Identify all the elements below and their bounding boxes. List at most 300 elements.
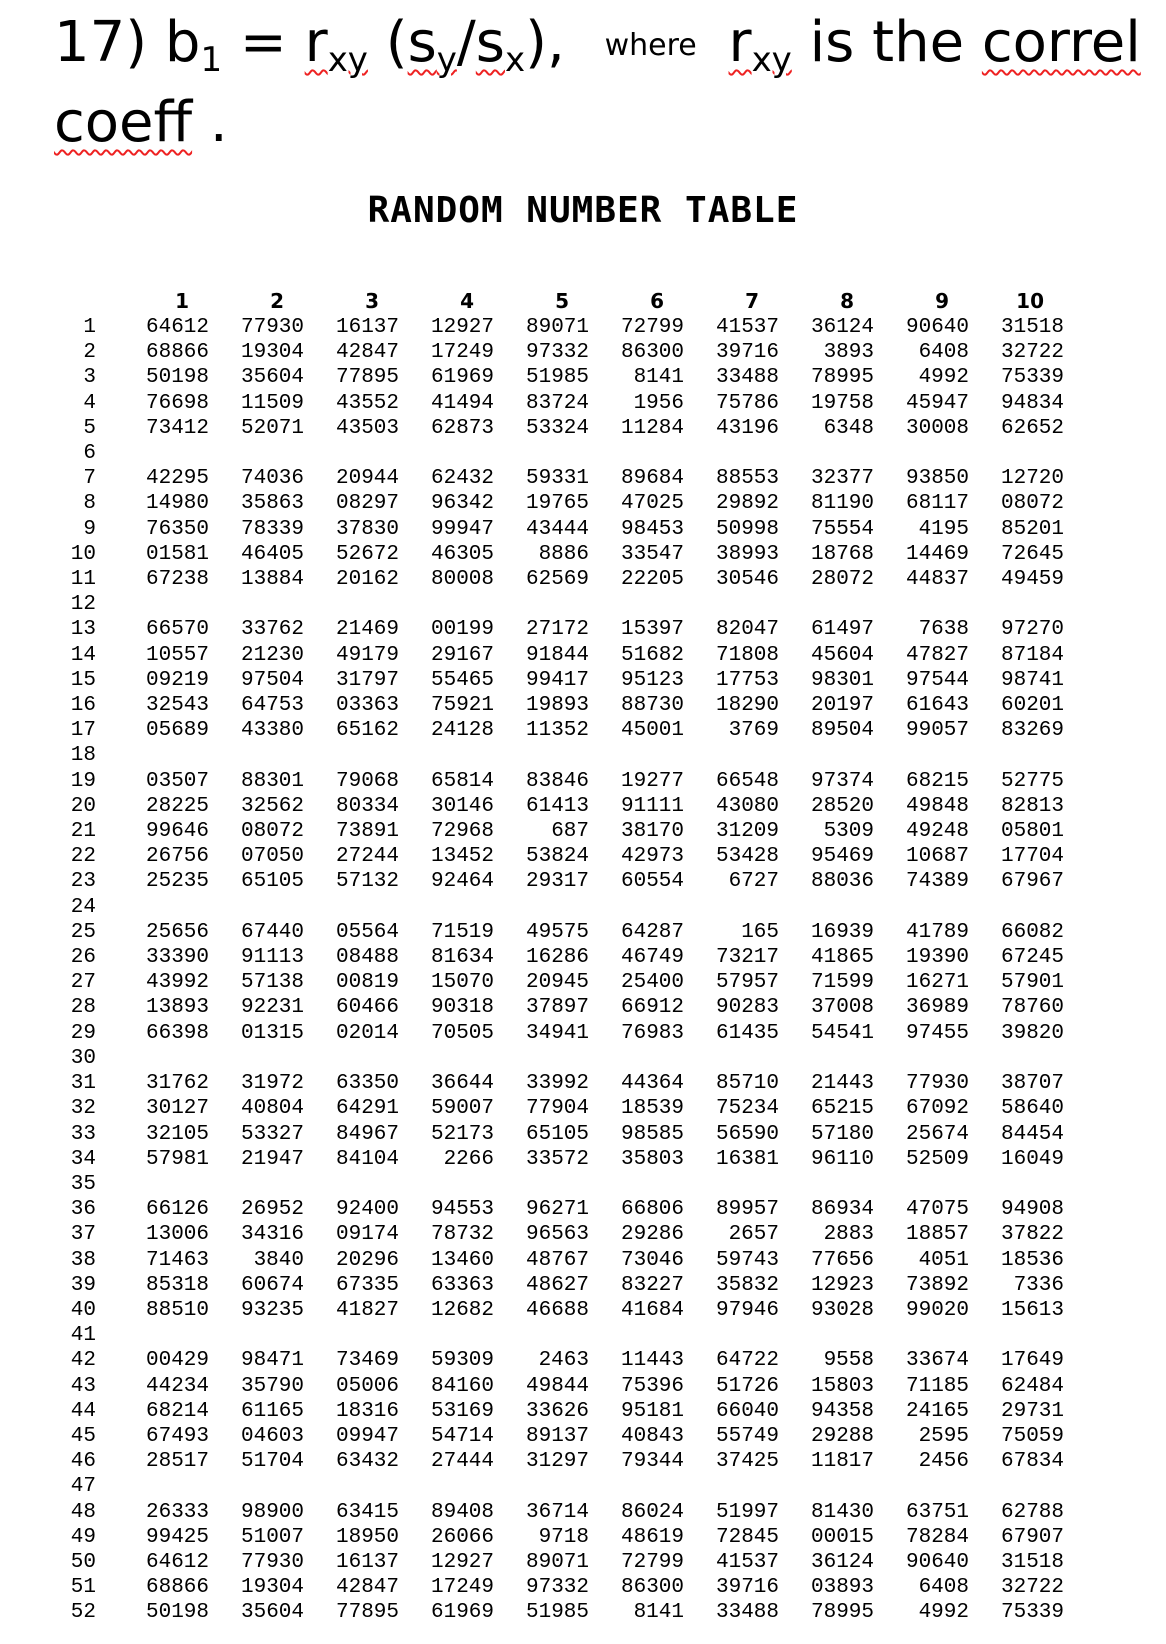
table-cell: 2883 — [823, 1223, 874, 1247]
row-number: 16 — [70, 694, 96, 718]
table-row — [60, 617, 1064, 642]
table-cell: 31297 — [525, 1450, 589, 1474]
table-cell: 39820 — [1000, 1021, 1064, 1045]
table-cell — [969, 895, 1064, 920]
column-header: 4 — [460, 289, 474, 314]
table-cell: 37897 — [525, 996, 589, 1020]
table-cell: 75554 — [810, 517, 874, 541]
table-cell — [209, 592, 304, 617]
table-cell: 09174 — [335, 1223, 399, 1247]
row-number: 29 — [70, 1021, 96, 1045]
table-cell: 33674 — [905, 1349, 969, 1373]
table-cell: 61413 — [525, 794, 589, 818]
table-cell: 4992 — [918, 366, 969, 390]
table-cell: 15613 — [1000, 1298, 1064, 1322]
table-cell: 41827 — [335, 1298, 399, 1322]
table-cell — [304, 1474, 399, 1499]
b1-symbol: $b_1$ — [164, 10, 223, 80]
table-cell: 45947 — [905, 391, 969, 415]
column-header: 3 — [365, 289, 379, 314]
table-cell: 11817 — [810, 1450, 874, 1474]
rxy-symbol-2: $r_{xy}$ — [728, 10, 792, 80]
table-cell: 165 — [741, 920, 779, 944]
table-cell — [684, 441, 779, 466]
table-cell: 53824 — [525, 845, 589, 869]
row-number: 19 — [70, 769, 96, 793]
table-cell: 2456 — [918, 1450, 969, 1474]
row-number: 44 — [70, 1399, 96, 1423]
table-cell: 84967 — [335, 1122, 399, 1146]
table-cell: 96563 — [525, 1223, 589, 1247]
table-cell: 95469 — [810, 845, 874, 869]
table-cell: 8886 — [538, 542, 589, 566]
table-cell: 44234 — [145, 1374, 209, 1398]
table-cell: 52775 — [1000, 769, 1064, 793]
table-title: RANDOM NUMBER TABLE — [367, 190, 799, 231]
table-cell: 67907 — [1000, 1525, 1064, 1549]
table-cell: 84160 — [430, 1374, 494, 1398]
table-cell: 72645 — [1000, 542, 1064, 566]
table-cell — [874, 1323, 969, 1348]
table-row — [60, 743, 1064, 768]
table-cell: 5309 — [823, 820, 874, 844]
table-cell: 13460 — [430, 1248, 494, 1272]
table-cell: 79068 — [335, 769, 399, 793]
table-cell: 97504 — [240, 668, 304, 692]
table-cell: 35863 — [240, 492, 304, 516]
table-cell — [969, 441, 1064, 466]
table-cell: 73892 — [905, 1273, 969, 1297]
table-body — [60, 315, 1064, 1626]
table-cell: 78339 — [240, 517, 304, 541]
equals-sign: = — [239, 10, 287, 75]
table-cell: 75396 — [620, 1374, 684, 1398]
table-cell: 21443 — [810, 1072, 874, 1096]
table-cell: 91111 — [620, 794, 684, 818]
table-cell: 16381 — [715, 1147, 779, 1171]
table-cell: 91844 — [525, 643, 589, 667]
row-number: 15 — [70, 668, 96, 692]
table-row — [60, 1575, 1064, 1600]
table-cell: 89957 — [715, 1198, 779, 1222]
table-cell: 43503 — [335, 416, 399, 440]
table-cell: 33547 — [620, 542, 684, 566]
table-cell: 74389 — [905, 870, 969, 894]
table-cell: 43196 — [715, 416, 779, 440]
table-row — [60, 1449, 1064, 1474]
table-cell: 6408 — [918, 341, 969, 365]
row-number: 50 — [70, 1550, 96, 1574]
table-cell — [114, 1046, 209, 1071]
table-cell: 46749 — [620, 946, 684, 970]
table-cell: 71519 — [430, 920, 494, 944]
table-cell: 50198 — [145, 1601, 209, 1625]
table-cell: 36124 — [810, 1550, 874, 1574]
table-row — [60, 1046, 1064, 1071]
row-number: 12 — [70, 593, 96, 617]
table-cell — [304, 895, 399, 920]
table-cell: 97374 — [810, 769, 874, 793]
table-cell — [399, 895, 494, 920]
table-row — [60, 718, 1064, 743]
table-cell: 47075 — [905, 1198, 969, 1222]
table-cell — [304, 743, 399, 768]
table-row — [60, 542, 1064, 567]
row-number: 47 — [70, 1475, 96, 1499]
table-cell: 51997 — [715, 1500, 779, 1524]
table-cell: 78732 — [430, 1223, 494, 1247]
table-cell: 52672 — [335, 542, 399, 566]
table-cell: 64722 — [715, 1349, 779, 1373]
table-cell — [494, 1323, 589, 1348]
random-number-table — [60, 289, 1064, 1626]
table-cell: 64287 — [620, 920, 684, 944]
table-cell: 67092 — [905, 1097, 969, 1121]
table-cell: 50198 — [145, 366, 209, 390]
row-number: 36 — [70, 1198, 96, 1222]
table-cell: 36989 — [905, 996, 969, 1020]
table-cell: 49248 — [905, 820, 969, 844]
row-number: 51 — [70, 1576, 96, 1600]
table-cell: 98900 — [240, 1500, 304, 1524]
correl-word: correl — [981, 10, 1141, 75]
table-cell — [209, 895, 304, 920]
table-cell: 31972 — [240, 1072, 304, 1096]
table-cell: 94553 — [430, 1198, 494, 1222]
table-cell: 99057 — [905, 719, 969, 743]
table-cell: 33572 — [525, 1147, 589, 1171]
table-cell: 97455 — [905, 1021, 969, 1045]
table-cell: 2595 — [918, 1424, 969, 1448]
table-cell: 38707 — [1000, 1072, 1064, 1096]
table-cell: 01315 — [240, 1021, 304, 1045]
row-number: 27 — [70, 971, 96, 995]
table-cell: 08488 — [335, 946, 399, 970]
table-cell — [589, 1474, 684, 1499]
table-cell: 35832 — [715, 1273, 779, 1297]
table-cell: 05006 — [335, 1374, 399, 1398]
row-number: 21 — [70, 820, 96, 844]
table-cell: 66040 — [715, 1399, 779, 1423]
table-cell: 27244 — [335, 845, 399, 869]
table-cell: 12927 — [430, 1550, 494, 1574]
row-number: 45 — [70, 1424, 96, 1448]
table-cell — [684, 1172, 779, 1197]
table-cell: 46305 — [430, 542, 494, 566]
table-cell — [399, 1474, 494, 1499]
row-number: 31 — [70, 1072, 96, 1096]
table-cell: 67493 — [145, 1424, 209, 1448]
table-cell: 52509 — [905, 1147, 969, 1171]
table-cell — [114, 592, 209, 617]
row-number: 28 — [70, 996, 96, 1020]
table-cell: 67834 — [1000, 1450, 1064, 1474]
table-cell: 51704 — [240, 1450, 304, 1474]
table-cell: 83846 — [525, 769, 589, 793]
row-number: 34 — [70, 1147, 96, 1171]
table-cell: 33488 — [715, 366, 779, 390]
table-cell: 93850 — [905, 467, 969, 491]
table-cell: 55749 — [715, 1424, 779, 1448]
table-cell — [494, 592, 589, 617]
table-cell: 01581 — [145, 542, 209, 566]
table-cell: 57132 — [335, 870, 399, 894]
table-row — [60, 491, 1064, 516]
table-cell: 19758 — [810, 391, 874, 415]
table-cell — [304, 1172, 399, 1197]
table-cell: 80008 — [430, 568, 494, 592]
table-cell — [399, 441, 494, 466]
table-row — [60, 1122, 1064, 1147]
table-cell: 65105 — [525, 1122, 589, 1146]
table-cell: 64291 — [335, 1097, 399, 1121]
table-cell: 29892 — [715, 492, 779, 516]
table-cell: 687 — [551, 820, 589, 844]
table-row — [60, 1147, 1064, 1172]
table-cell: 66082 — [1000, 920, 1064, 944]
table-cell: 96110 — [810, 1147, 874, 1171]
row-number: 42 — [70, 1349, 96, 1373]
table-cell: 85201 — [1000, 517, 1064, 541]
table-cell: 71463 — [145, 1248, 209, 1272]
table-cell — [589, 743, 684, 768]
table-cell: 00199 — [430, 618, 494, 642]
table-cell: 13884 — [240, 568, 304, 592]
table-cell: 03363 — [335, 694, 399, 718]
table-cell: 05801 — [1000, 820, 1064, 844]
table-cell: 28520 — [810, 794, 874, 818]
table-cell: 33762 — [240, 618, 304, 642]
row-number: 11 — [70, 568, 96, 592]
table-cell — [494, 441, 589, 466]
table-cell: 09219 — [145, 668, 209, 692]
table-cell: 63415 — [335, 1500, 399, 1524]
table-cell — [779, 895, 874, 920]
table-cell — [779, 592, 874, 617]
table-cell: 08297 — [335, 492, 399, 516]
table-row — [60, 920, 1064, 945]
table-cell: 63432 — [335, 1450, 399, 1474]
table-cell: 74036 — [240, 467, 304, 491]
table-cell: 66912 — [620, 996, 684, 1020]
table-cell: 72845 — [715, 1525, 779, 1549]
table-cell: 89071 — [525, 316, 589, 339]
table-cell: 2463 — [538, 1349, 589, 1373]
table-cell: 97544 — [905, 668, 969, 692]
table-cell: 38993 — [715, 542, 779, 566]
table-cell: 18536 — [1000, 1248, 1064, 1272]
table-cell: 65814 — [430, 769, 494, 793]
table-cell: 05689 — [145, 719, 209, 743]
table-cell: 57957 — [715, 971, 779, 995]
row-number: 4 — [83, 391, 96, 415]
table-cell: 90283 — [715, 996, 779, 1020]
table-row — [60, 769, 1064, 794]
table-cell: 67335 — [335, 1273, 399, 1297]
table-cell: 62484 — [1000, 1374, 1064, 1398]
table-cell: 94358 — [810, 1399, 874, 1423]
table-cell — [399, 1172, 494, 1197]
table-cell: 82047 — [715, 618, 779, 642]
table-cell: 62569 — [525, 568, 589, 592]
table-cell: 43552 — [335, 391, 399, 415]
table-cell: 34316 — [240, 1223, 304, 1247]
table-cell: 51007 — [240, 1525, 304, 1549]
table-cell: 51985 — [525, 1601, 589, 1625]
table-cell: 44837 — [905, 568, 969, 592]
table-cell — [779, 743, 874, 768]
table-cell: 11284 — [620, 416, 684, 440]
table-cell: 19304 — [240, 1576, 304, 1600]
question-number: 17) — [54, 10, 148, 75]
table-cell: 77930 — [905, 1072, 969, 1096]
table-cell: 59309 — [430, 1349, 494, 1373]
table-cell: 35604 — [240, 1601, 304, 1625]
table-cell — [209, 441, 304, 466]
table-cell: 54541 — [810, 1021, 874, 1045]
table-cell — [684, 592, 779, 617]
table-cell: 43380 — [240, 719, 304, 743]
table-cell: 76983 — [620, 1021, 684, 1045]
table-cell — [114, 895, 209, 920]
table-cell: 30546 — [715, 568, 779, 592]
table-cell: 33488 — [715, 1601, 779, 1625]
table-cell: 63363 — [430, 1273, 494, 1297]
table-cell — [684, 1323, 779, 1348]
table-cell — [969, 743, 1064, 768]
table-cell: 00429 — [145, 1349, 209, 1373]
table-cell — [874, 592, 969, 617]
table-cell: 65215 — [810, 1097, 874, 1121]
table-cell: 11352 — [525, 719, 589, 743]
table-cell: 91113 — [240, 946, 304, 970]
table-cell: 65105 — [240, 870, 304, 894]
table-cell: 15070 — [430, 971, 494, 995]
table-cell: 38170 — [620, 820, 684, 844]
table-cell: 64753 — [240, 694, 304, 718]
coeff-word: coeff — [54, 90, 193, 155]
row-number: 20 — [70, 794, 96, 818]
row-number: 33 — [70, 1122, 96, 1146]
table-cell — [589, 1323, 684, 1348]
table-cell: 16137 — [335, 316, 399, 339]
table-cell — [399, 1046, 494, 1071]
table-cell — [494, 1046, 589, 1071]
table-cell — [494, 743, 589, 768]
table-cell: 53428 — [715, 845, 779, 869]
table-cell: 93235 — [240, 1298, 304, 1322]
column-header: 9 — [935, 289, 949, 314]
table-cell: 49848 — [905, 794, 969, 818]
table-cell: 25400 — [620, 971, 684, 995]
table-cell: 97332 — [525, 1576, 589, 1600]
table-cell: 16271 — [905, 971, 969, 995]
table-cell: 92464 — [430, 870, 494, 894]
row-number: 2 — [83, 341, 96, 365]
table-cell: 12927 — [430, 316, 494, 339]
table-cell: 77656 — [810, 1248, 874, 1272]
table-cell: 17704 — [1000, 845, 1064, 869]
table-row — [60, 1525, 1064, 1550]
table-cell: 66570 — [145, 618, 209, 642]
table-cell — [114, 1323, 209, 1348]
table-row — [60, 1298, 1064, 1323]
table-cell: 6408 — [918, 1576, 969, 1600]
table-cell: 98301 — [810, 668, 874, 692]
table-cell: 34941 — [525, 1021, 589, 1045]
table-row — [60, 466, 1064, 491]
table-row — [60, 1374, 1064, 1399]
table-cell — [779, 1323, 874, 1348]
table-cell: 77904 — [525, 1097, 589, 1121]
table-cell: 18950 — [335, 1525, 399, 1549]
table-cell: 71599 — [810, 971, 874, 995]
table-cell: 42295 — [145, 467, 209, 491]
table-cell: 89071 — [525, 1550, 589, 1574]
table-cell: 68866 — [145, 1576, 209, 1600]
table-cell: 82813 — [1000, 794, 1064, 818]
table-cell: 18290 — [715, 694, 779, 718]
table-cell: 81190 — [810, 492, 874, 516]
table-cell: 16137 — [335, 1550, 399, 1574]
table-cell: 19765 — [525, 492, 589, 516]
table-cell: 72968 — [430, 820, 494, 844]
table-row — [60, 1172, 1064, 1197]
table-row — [60, 693, 1064, 718]
table-cell — [969, 1046, 1064, 1071]
table-row — [60, 1424, 1064, 1449]
table-cell — [304, 1323, 399, 1348]
table-cell: 3893 — [823, 341, 874, 365]
table-cell: 87184 — [1000, 643, 1064, 667]
table-cell: 31762 — [145, 1072, 209, 1096]
table-cell: 33626 — [525, 1399, 589, 1423]
row-number: 40 — [70, 1298, 96, 1322]
table-cell: 2657 — [728, 1223, 779, 1247]
table-cell — [589, 441, 684, 466]
table-cell: 14980 — [145, 492, 209, 516]
table-cell: 68866 — [145, 341, 209, 365]
table-cell: 18768 — [810, 542, 874, 566]
row-number: 17 — [70, 719, 96, 743]
table-cell — [779, 1474, 874, 1499]
table-cell: 51682 — [620, 643, 684, 667]
table-cell: 99646 — [145, 820, 209, 844]
table-cell: 83724 — [525, 391, 589, 415]
table-cell: 48767 — [525, 1248, 589, 1272]
table-cell: 16286 — [525, 946, 589, 970]
table-cell — [304, 1046, 399, 1071]
table-row — [60, 1021, 1064, 1046]
rxy-symbol: $r_{xy}$ — [304, 10, 368, 80]
table-cell: 88553 — [715, 467, 779, 491]
table-cell: 72799 — [620, 316, 684, 339]
table-cell: 20197 — [810, 694, 874, 718]
table-row — [60, 1222, 1064, 1247]
table-cell — [684, 1474, 779, 1499]
table-cell: 66398 — [145, 1021, 209, 1045]
table-cell: 37822 — [1000, 1223, 1064, 1247]
table-cell: 88301 — [240, 769, 304, 793]
table-cell: 32105 — [145, 1122, 209, 1146]
table-cell: 43080 — [715, 794, 779, 818]
table-cell: 75339 — [1000, 366, 1064, 390]
table-cell: 48619 — [620, 1525, 684, 1549]
table-cell: 39716 — [715, 341, 779, 365]
table-cell: 93028 — [810, 1298, 874, 1322]
table-cell: 53327 — [240, 1122, 304, 1146]
table-cell: 96271 — [525, 1198, 589, 1222]
